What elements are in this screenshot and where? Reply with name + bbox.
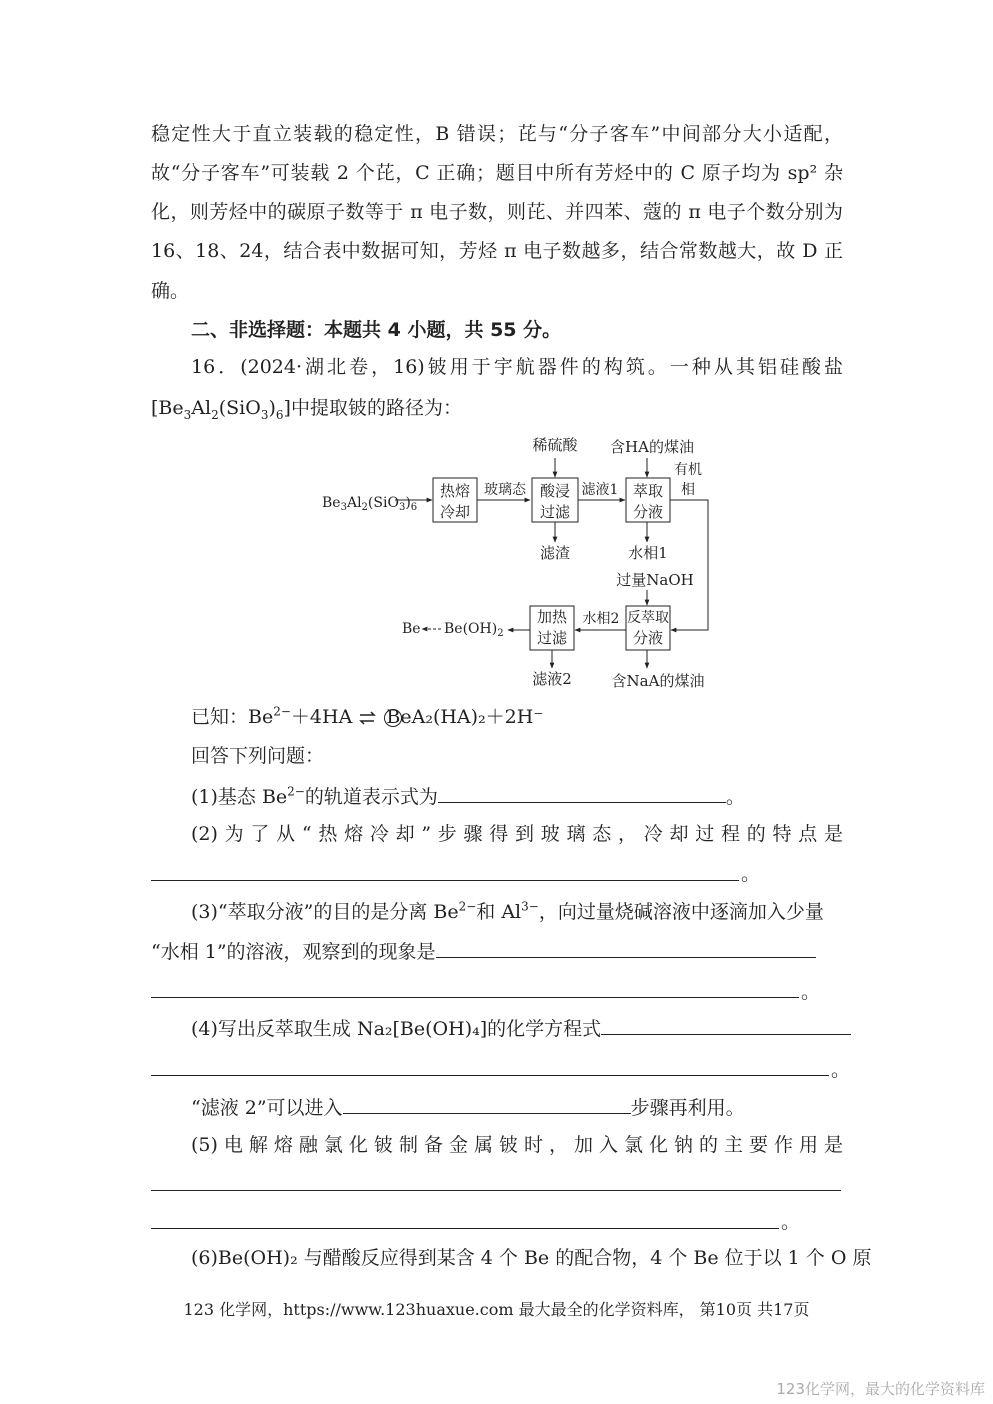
q4-line3a: “滤液 2”可以进入 [191,1097,343,1119]
box1-line2: 冷却 [439,503,471,521]
q3-text2: 和 Al [476,901,522,923]
waste-1-label: 滤渣 [539,544,571,562]
paragraph-line-5: 确。 [151,280,190,302]
q2-text: (2)为了从“热熔冷却”步骤得到玻璃态，冷却过程的特点是 [191,823,843,845]
question-number: 16． [191,356,241,378]
q3-end: 。 [801,981,821,1003]
water-phase-1-label: 水相1 [628,544,668,562]
q5-text: (5)电解熔融氯化铍制备金属铍时，加入氯化钠的主要作用是 [191,1134,843,1156]
q4-line-3 [191,1095,993,1120]
organic-phase-line1: 有机 [674,462,702,478]
question-16-line-2 [151,396,993,420]
box3-line2: 分液 [632,503,664,521]
organic-phase-path [670,500,708,630]
q2-answer-blank[interactable] [151,880,739,881]
question-intro-end: 中提取铍的路径为： [290,397,462,419]
q1-answer-blank[interactable] [438,784,726,803]
paragraph-line-1: 稳定性大于直立装载的稳定性，B 错误；芘与“分子客车”中间部分大小适配， [151,123,843,145]
q5-answer-blank-2[interactable] [151,1228,779,1229]
q6-text: (6)Be(OH)₂ 与醋酸反应得到某含 4 个 Be 的配合物，4 个 Be 位于以 1 个 O 原 [191,1247,872,1269]
q4-line3b: 步骤再利用。 [630,1097,745,1119]
q1: (1)基态 $Be^{2-}$的轨道表示式为 。 [191,784,745,808]
q4-text: (4)写出反萃取生成 Na₂[Be(OH)₄]的化学方程式 [191,1018,602,1040]
q4-answer-blank-3[interactable] [343,1095,631,1114]
question-intro: 铍用于宇航器件的构筑。一种从其铝硅酸盐 [424,356,843,378]
box4-line2: 分液 [632,629,664,647]
top-reagent-2: 含HA的煤油 [610,438,694,456]
top-reagent-1: 稀硫酸 [532,436,578,454]
q1-end: 。 [725,786,745,808]
question-16-line-1 [191,355,843,379]
q4-line-1 [191,1016,993,1041]
arrow3-label: 水相2 [582,611,620,627]
q5-answer-blank-1[interactable] [151,1190,841,1191]
product-be: Be [402,621,421,637]
box2-line2: 过滤 [539,503,571,521]
product-beoh2: $Be(OH)_2$ [444,621,504,639]
reagent-3-label: 过量NaOH [616,571,694,589]
raw-material-label: $Be_3Al_2(SiO_3)_6$ [322,495,418,513]
organic-phase-line2: 相 [681,482,695,498]
box2-line1: 酸浸 [539,482,571,500]
q3-answer-blank-2[interactable] [151,997,799,998]
q4-answer-blank-2[interactable] [151,1075,829,1076]
q1-text: (1)基态 Be [191,786,288,808]
arrow2-label: 滤液1 [581,482,619,498]
known-rest: BeA₂(HA)₂＋2H⁻ [386,706,544,728]
q3-line-1: (3)“萃取分液”的目的是分离 $Be^{2-}$和 $Al^{3-}$，向过量烧碱溶液中逐滴加入少量 [191,899,824,923]
answer-prompt: 回答下列问题： [191,745,325,767]
box1-line1: 热熔 [439,482,471,500]
box3-line1: 萃取 [632,482,664,500]
known-equation: 已知：$Be^{2-}+4HA$ BeA₂(HA)₂＋2H⁻ [191,704,544,728]
paragraph-line-2: 故“分子客车”可装载 2 个芘，C 正确；题目中所有芳烃中的 C 原子均为 sp² 杂 [151,162,843,184]
q4-answer-blank-1[interactable] [601,1016,851,1035]
q4-end: 。 [831,1059,851,1081]
box5-line1: 加热 [536,608,568,626]
process-flow-diagram [0,430,993,695]
arrow1-label: 玻璃态 [484,482,526,498]
q3-line-2 [151,939,993,964]
section-heading: 二、非选择题：本题共 4 小题，共 55 分。 [191,319,562,341]
known-mid: ＋4HA [290,706,353,728]
watermark: 123化学网，最大的化学资料库 [776,1380,985,1398]
box5-line2: 过滤 [536,629,568,647]
q1-text2: 的轨道表示式为 [304,786,438,808]
mineral-formula: $[Be_3Al_2(SiO_3)_6]$ [151,397,291,422]
page-footer: 123 化学网，https://www.123huaxue.com 最大最全的化学资料库， 第10页 共17页 [183,1300,810,1319]
q3-line2-text: “水相 1”的溶液，观察到的现象是 [151,941,436,963]
q3-answer-blank-1[interactable] [436,939,816,958]
waste-2-label: 滤液2 [532,670,572,688]
question-source: (2024·湖北卷，16) [240,356,425,378]
q3-text3: ，向过量烧碱溶液中逐滴加入少量 [538,901,824,923]
paragraph-line-3: 化，则芳烃中的碳原子数等于 π 电子数，则芘、并四苯、蔻的 π 电子个数分别为 [151,201,843,223]
paragraph-line-4: 16、18、24，结合表中数据可知，芳烃 π 电子数越多，结合常数越大，故 D 正 [151,240,843,262]
q2-end: 。 [741,863,761,885]
equilibrium-arrow-icon [358,709,378,727]
known-prefix: 已知：Be [191,706,274,728]
kerosene-naa-label: 含NaA的煤油 [611,672,705,690]
box4-line1: 反萃取 [627,610,669,626]
q5-end: 。 [781,1211,801,1233]
q3-text: (3)“萃取分液”的目的是分离 Be [191,901,459,923]
